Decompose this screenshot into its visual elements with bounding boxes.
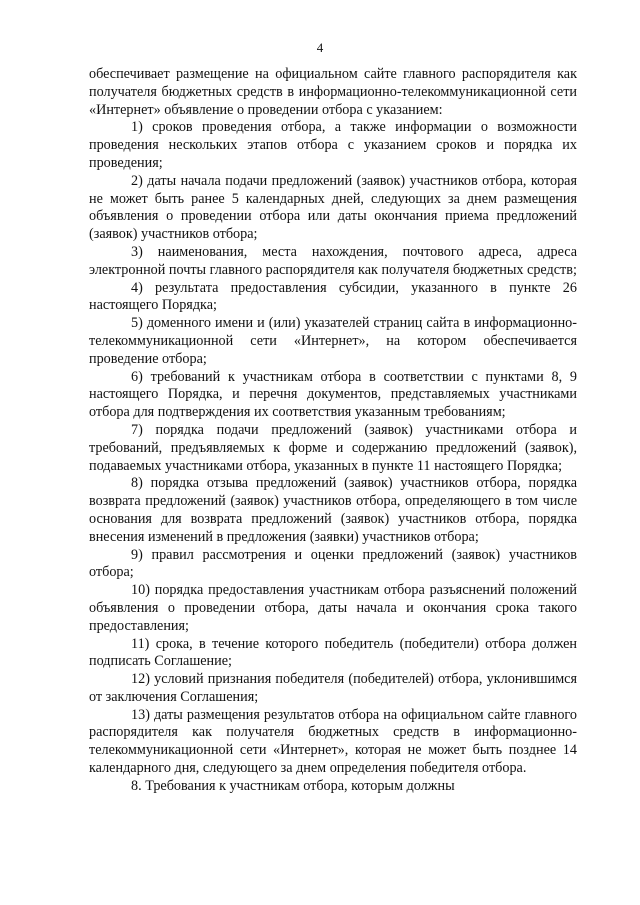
list-item-3: 3) наименования, места нахождения, почтового адреса, адреса электронной почты главного распорядителя как получателя бюджетных средств; [89,243,577,278]
list-item-7: 7) порядка подачи предложений (заявок) участниками отбора и требований, предъявляемых к форме и содержанию предложений (заявок), подаваемых участниками отбора, указанных в пункте 11 настоящего Порядка; [89,421,577,474]
list-item-5: 5) доменного имени и (или) указателей страниц сайта в информационно-телекоммуникационной сети «Интернет», на котором обеспечивается проведение отбора; [89,315,577,367]
list-item-11: 11) срока, в течение которого победитель (победители) отбора должен подписать Соглашение; [89,635,577,670]
list-item-10: 10) порядка предоставления участникам отбора разъяснений положений объявления о проведении отбора, даты начала и окончания срока такого предоставления; [89,582,577,634]
page-number: 4 [316,40,324,55]
list-item-13: 13) даты размещения результатов отбора на официальном сайте главного распорядителя как получателя бюджетных средств в информационно-телекоммуникационной сети «Интернет», которая не может быть позднее 14 календарного дня, следующего за днем определения победителя отбора. [89,706,577,777]
list-item-8: 8) порядка отзыва предложений (заявок) участников отбора, порядка возврата предложений (заявок) участников отбора, определяющего в том числе основания для возврата предложений (заявок) участников отбора, порядка внесения изменений в предложения (заявки) участников отбора; [89,475,577,545]
list-item-9: 9) правил рассмотрения и оценки предложений (заявок) участников отбора; [89,546,577,581]
list-item-12: 12) условий признания победителя (победителей) отбора, уклонившимся от заключения Соглашения; [89,671,577,705]
list-item-6: 6) требований к участникам отбора в соответствии с пунктами 8, 9 настоящего Порядка, и перечня документов, представляемых участниками отбора для подтверждения их соответствия указанным требованиям; [89,368,577,421]
paragraph-intro: обеспечивает размещение на официальном сайте главного распорядителя как получателя бюджетных средств в информационно-телекоммуникационной сети «Интернет» объявление о проведении отбора с указанием: [89,66,577,118]
list-item-2: 2) даты начала подачи предложений (заявок) участников отбора, которая не может быть ранее 5 календарных дней, следующих за днем размещения объявления о проведении отбора или даты окончания приема предложений (заявок) участников отбора; [89,172,577,243]
list-item-1: 1) сроков проведения отбора, а также информации о возможности проведения нескольких этапов отбора с указанием сроков и порядка их проведения; [89,119,577,171]
section-8-start: 8. Требования к участникам отбора, которым должны [131,777,455,794]
document-body [89,66,577,796]
list-item-4: 4) результата предоставления субсидии, указанного в пункте 26 настоящего Порядка; [89,279,577,314]
